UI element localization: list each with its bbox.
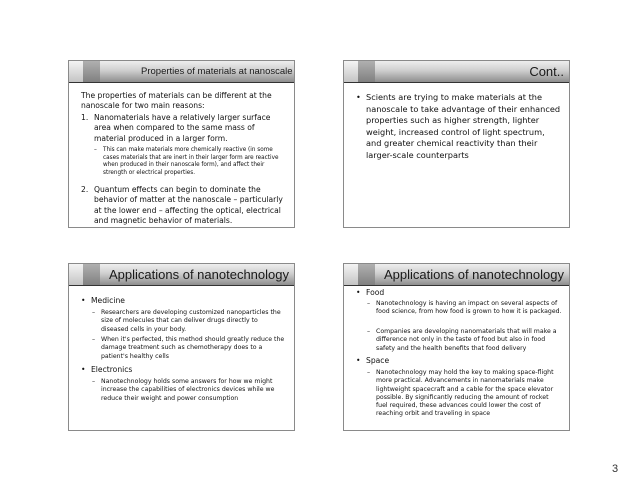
title-decoration (83, 61, 100, 82)
sub-item (367, 328, 562, 353)
bullet-item (356, 356, 562, 366)
sub-item (92, 309, 286, 334)
slide-body (69, 286, 294, 430)
bullet-item (356, 288, 562, 298)
sub-item (367, 369, 562, 419)
item-number: 2. (81, 185, 89, 194)
bullet-label: Space (366, 356, 390, 365)
sub-item (367, 300, 562, 317)
slide-thumbnail-1[interactable] (68, 60, 295, 228)
sub-item-text: Companies are developing nanomaterials that will make a difference not only in the taste of food but also in food safety and the health benefits that food delivery (376, 328, 557, 352)
sub-item-text: This can make materials more chemically reactive (in some cases materials that are inert in their larger form are reactive when produced in their nanoscale form), and affect their strength or electrical properties. (103, 147, 279, 177)
dash-marker: – (94, 147, 97, 153)
bullet-marker: • (356, 92, 361, 102)
bullet-label: Food (366, 288, 385, 297)
bullet-item (81, 296, 287, 306)
sub-item-text: Nanotechnology may hold the key to making space-flight more practical. Advancements in nanomaterials make lightweight spacecraft and a cable for the space elevator possible. By significantly reducing the amount of rocket fuel required, these advances could lower the cost of reaching orbit and traveling in space (376, 369, 554, 418)
sub-item-text: Nanotechnology holds some answers for how we might increase the capabilities of electronics devices while we reduce their weight and power consumption (101, 378, 275, 402)
bullet-text: Scients are trying to make materials at the nanoscale to take advantage of their enhanced properties such as higher strength, lighter weight, increased control of light spectrum, and greater chemical reactivity than their larger-scale counterparts (366, 92, 561, 160)
dash-marker: – (367, 369, 371, 376)
bullet-label: Electronics (91, 365, 133, 374)
sub-item-text: Researchers are developing customized nanoparticles the size of molecules that can deliver drugs directly to diseased cells in your body. (101, 309, 281, 333)
bullet-label: Medicine (91, 296, 125, 305)
numbered-item (81, 185, 287, 227)
slide-thumbnail-4[interactable] (343, 263, 570, 431)
bullet-marker: • (81, 365, 86, 374)
slide-thumbnail-2[interactable] (343, 60, 570, 228)
slide-title: Cont.. (529, 64, 564, 79)
dash-marker: – (92, 378, 96, 385)
item-number: 1. (81, 113, 89, 122)
sub-item-text: Nanotechnology is having an impact on several aspects of food science, from how food is grown to how it is packaged. (376, 300, 562, 316)
slide-intro: The properties of materials can be different at the nanoscale for two main reasons: (81, 91, 272, 111)
bullet-marker: • (356, 288, 361, 297)
page-number: 3 (612, 463, 619, 475)
item-text: Nanomaterials have a relatively larger surface area when compared to the same mass of material produced in a larger form. (94, 113, 271, 143)
sub-item-text: When it's perfected, this method should greatly reduce the damage treatment such as chemotherapy does to a patient's healthy cells (101, 336, 285, 360)
slide-body (344, 286, 569, 430)
item-text: Quantum effects can begin to dominate the behavior of matter at the nanoscale – particularly at the lower end – affecting the optical, electrical and magnetic behavior of materials. (94, 185, 283, 226)
title-decoration (83, 264, 100, 285)
slide-title: Applications of nanotechnology (384, 267, 564, 282)
sub-item (94, 147, 284, 178)
bullet-marker: • (81, 296, 86, 305)
slide-body (344, 83, 569, 227)
slide-title-bar (344, 61, 569, 83)
slide-title: Properties of materials at nanoscale (141, 66, 293, 77)
slide-title-bar (344, 264, 569, 286)
slide-title-bar (69, 61, 294, 83)
bullet-marker: • (356, 356, 361, 365)
slide-title-bar (69, 264, 294, 286)
bullet-item (81, 365, 287, 375)
dash-marker: – (367, 300, 371, 307)
title-decoration (358, 264, 375, 285)
slide-thumbnail-3[interactable] (68, 263, 295, 431)
slide-title: Applications of nanotechnology (109, 267, 289, 282)
dash-marker: – (367, 328, 371, 335)
sub-item (92, 378, 286, 403)
title-decoration (358, 61, 375, 82)
dash-marker: – (92, 309, 96, 316)
numbered-item (81, 113, 287, 144)
dash-marker: – (92, 336, 96, 343)
sub-item (92, 336, 286, 361)
bullet-item (356, 92, 561, 162)
slide-body (69, 83, 294, 227)
